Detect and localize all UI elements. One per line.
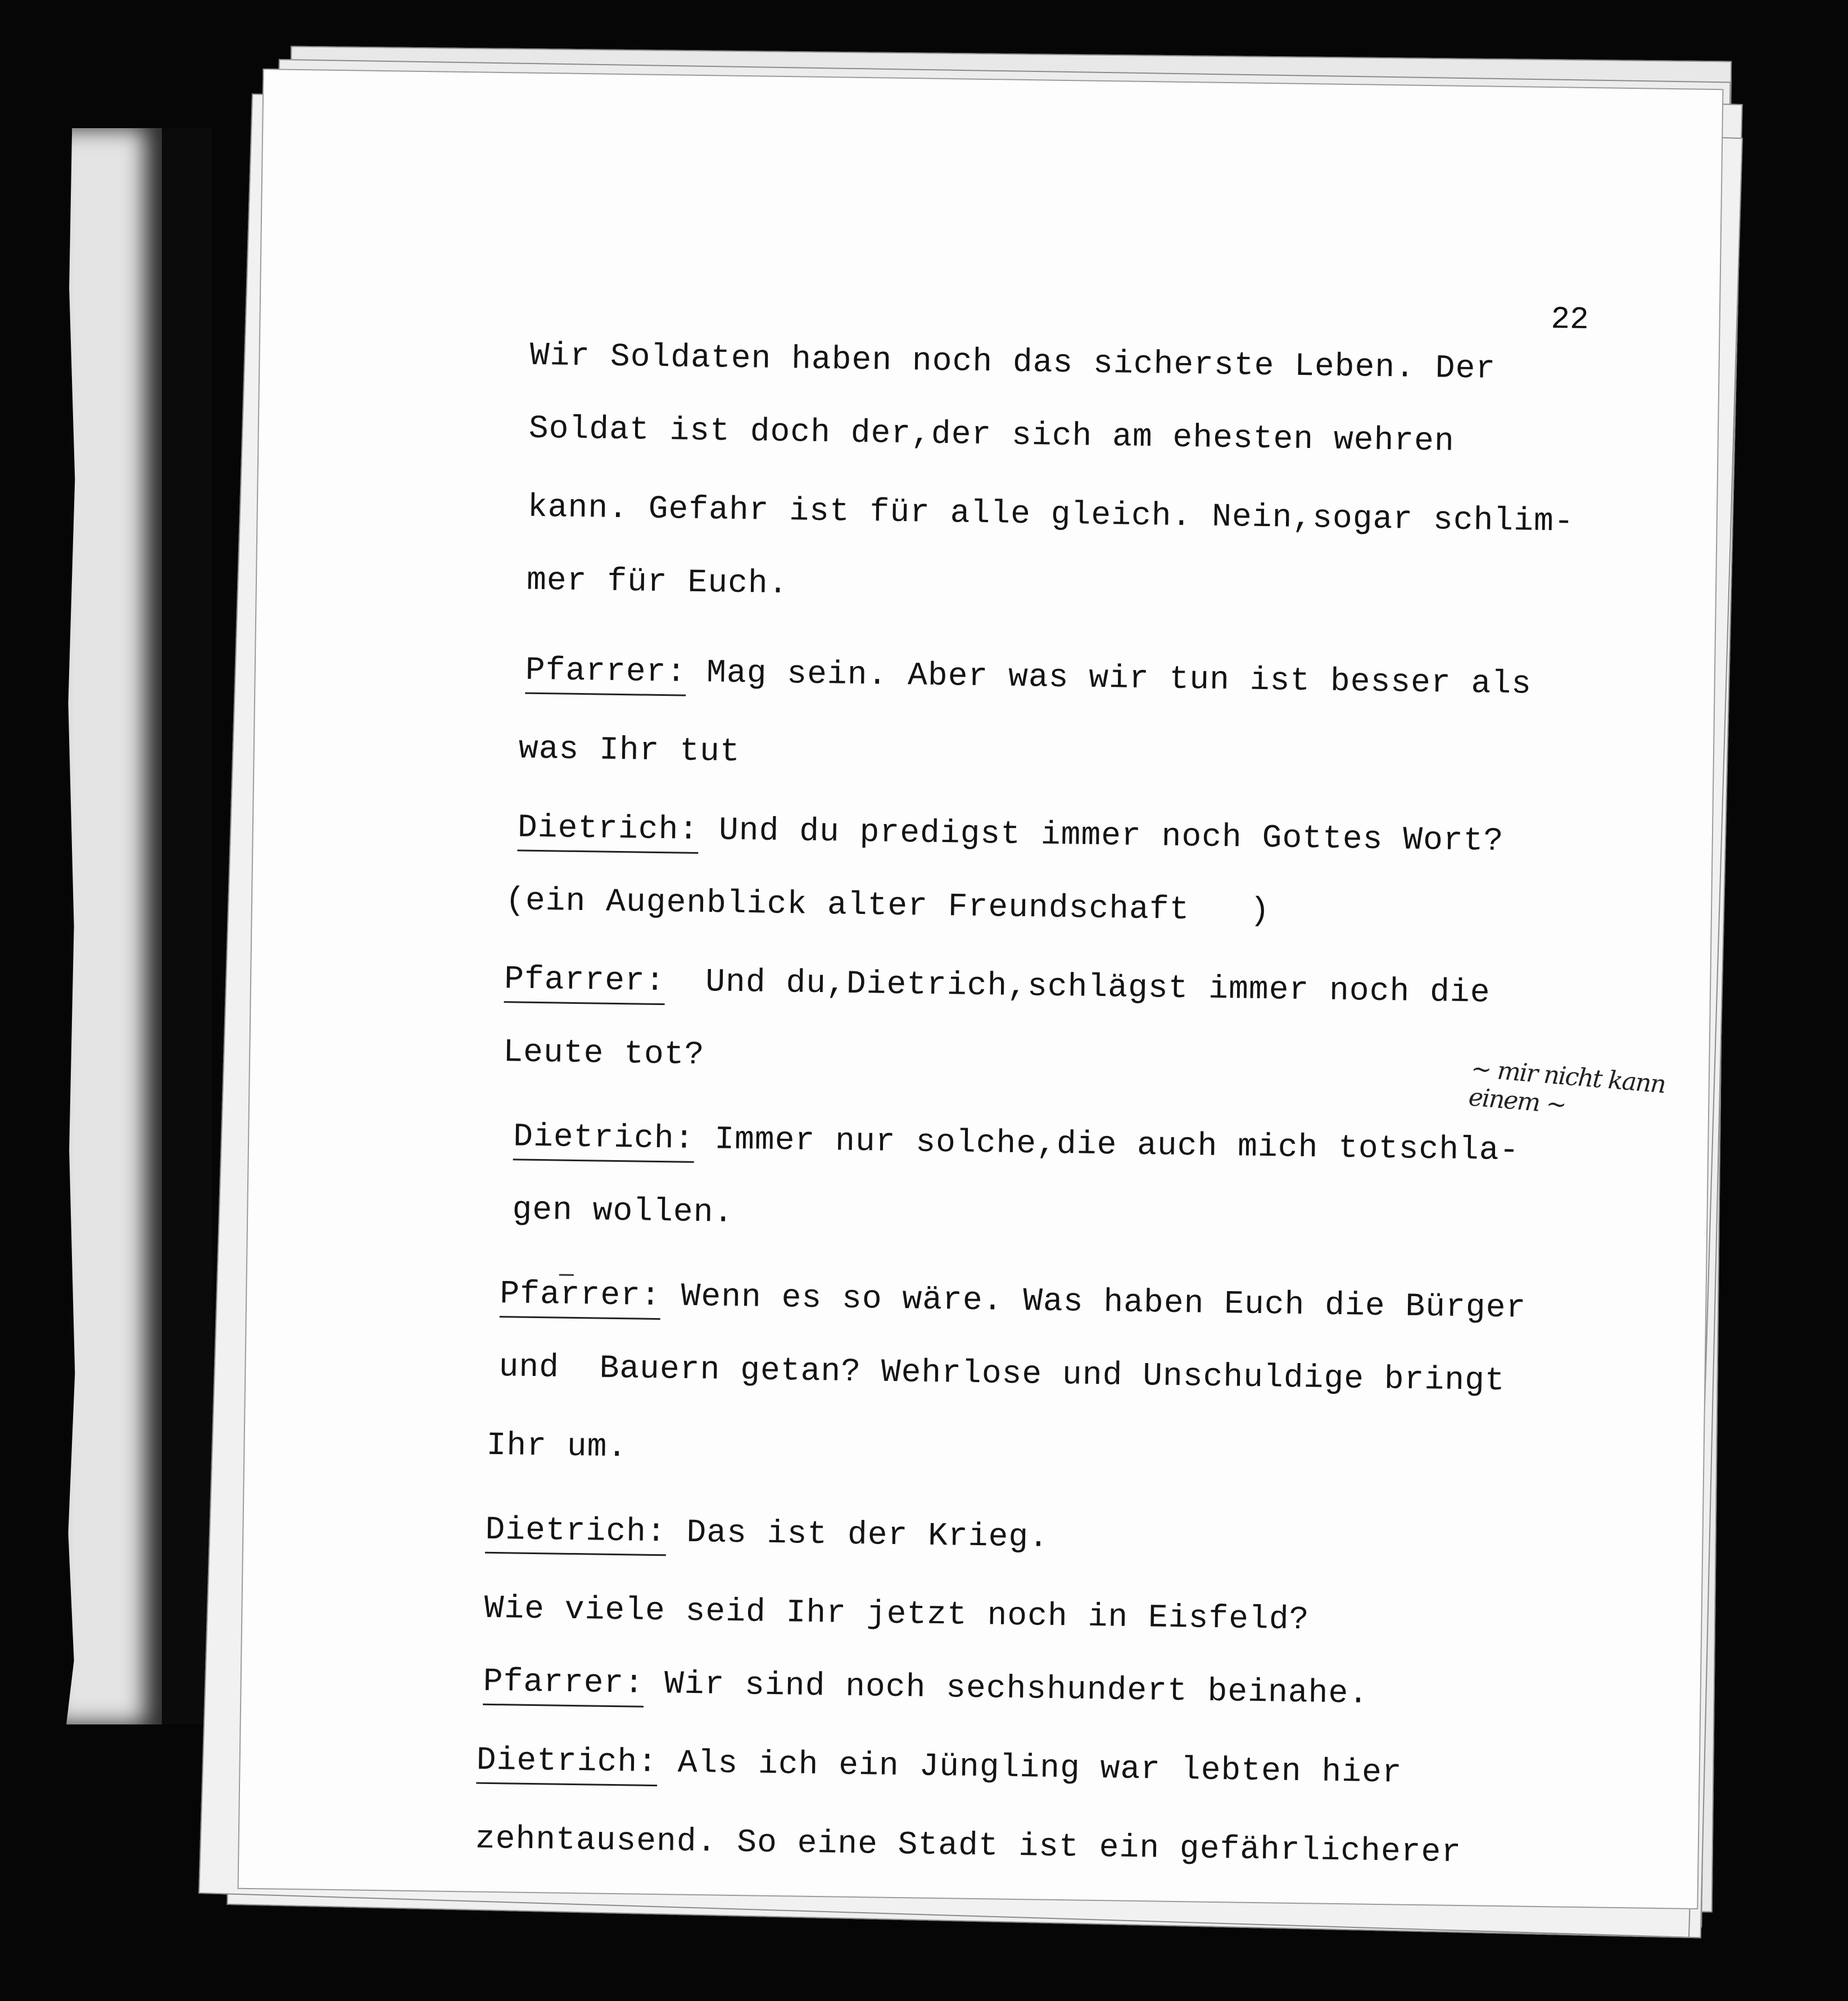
line-text: Als ich ein Jüngling war lebten hier xyxy=(657,1745,1403,1792)
line-text: kann. Gefahr ist für alle gleich. Nein,sogar schlim- xyxy=(527,489,1575,541)
text-line xyxy=(503,1034,705,1074)
line-text: Immer nur solche,die auch mich totschla- xyxy=(694,1121,1520,1170)
film-strip-edge xyxy=(66,128,162,1724)
dialogue-line xyxy=(504,961,1491,1016)
line-text: gen wollen. xyxy=(511,1192,734,1232)
text-line xyxy=(512,1192,734,1231)
text-line xyxy=(528,411,1455,460)
dialogue-line xyxy=(525,653,1532,708)
dialogue-line xyxy=(476,1742,1402,1797)
line-text: Und du,Dietrich,schlägst immer noch die xyxy=(665,963,1491,1012)
line-text: Wie viele seid Ihr jetzt noch in Eisfeld? xyxy=(484,1590,1310,1639)
speaker-name: Pfarrer: xyxy=(500,1276,661,1320)
line-text: Mag sein. Aber was wir tun ist besser als xyxy=(686,654,1532,703)
dialogue-line xyxy=(517,809,1503,864)
line-text: Und du predigst immer noch Gottes Wort? xyxy=(698,812,1504,860)
page-number: 22 xyxy=(1551,301,1589,338)
text-line xyxy=(527,490,1574,541)
dialogue-line xyxy=(513,1119,1520,1174)
text-line xyxy=(475,1821,1461,1871)
speaker-name: Dietrich: xyxy=(513,1119,695,1162)
line-text: Wir Soldaten haben noch das sicherste Leben. Der xyxy=(529,337,1496,388)
page-text xyxy=(239,70,1723,1908)
speaker-name: Pfarrer: xyxy=(483,1664,644,1708)
line-text: Wenn es so wäre. Was haben Euch die Bürger xyxy=(660,1278,1527,1327)
margin-mark xyxy=(559,1274,574,1276)
text-line xyxy=(505,882,1270,930)
text-line xyxy=(518,731,740,770)
film-gap xyxy=(162,128,212,1724)
text-line xyxy=(486,1428,628,1466)
text-line xyxy=(484,1591,1310,1638)
dialogue-line xyxy=(500,1276,1527,1332)
line-text: zehntausend. So eine Stadt ist ein gefährlicherer xyxy=(475,1821,1462,1872)
line-text: und Bauern getan? Wehrlose und Unschuldige bringt xyxy=(499,1349,1506,1400)
speaker-name: Dietrich: xyxy=(517,809,699,853)
typescript-page xyxy=(238,69,1724,1909)
handwritten-annotation: ~ mir nicht kann einem ~ xyxy=(1467,1054,1666,1120)
speaker-name: Pfarrer: xyxy=(525,653,686,696)
speaker-name: Dietrich: xyxy=(485,1512,667,1556)
speaker-name: Pfarrer: xyxy=(504,961,665,1005)
line-text: (ein Augenblick alter Freundschaft ) xyxy=(505,882,1271,930)
line-text: Ihr um. xyxy=(486,1427,628,1466)
line-text: mer für Euch. xyxy=(526,562,789,603)
line-text: Das ist der Krieg. xyxy=(666,1514,1049,1556)
line-text: Soldat ist doch der,der sich am ehesten wehren xyxy=(528,410,1455,460)
speaker-name: Dietrich: xyxy=(476,1742,658,1786)
text-line xyxy=(499,1349,1505,1400)
text-line xyxy=(527,563,789,603)
text-line xyxy=(529,338,1496,388)
line-text: Leute tot? xyxy=(502,1034,705,1074)
line-text: Wir sind noch sechshundert beinahe. xyxy=(644,1665,1369,1713)
dialogue-line xyxy=(485,1512,1049,1561)
dialogue-line xyxy=(483,1664,1369,1718)
line-text: was Ihr tut xyxy=(518,731,741,771)
